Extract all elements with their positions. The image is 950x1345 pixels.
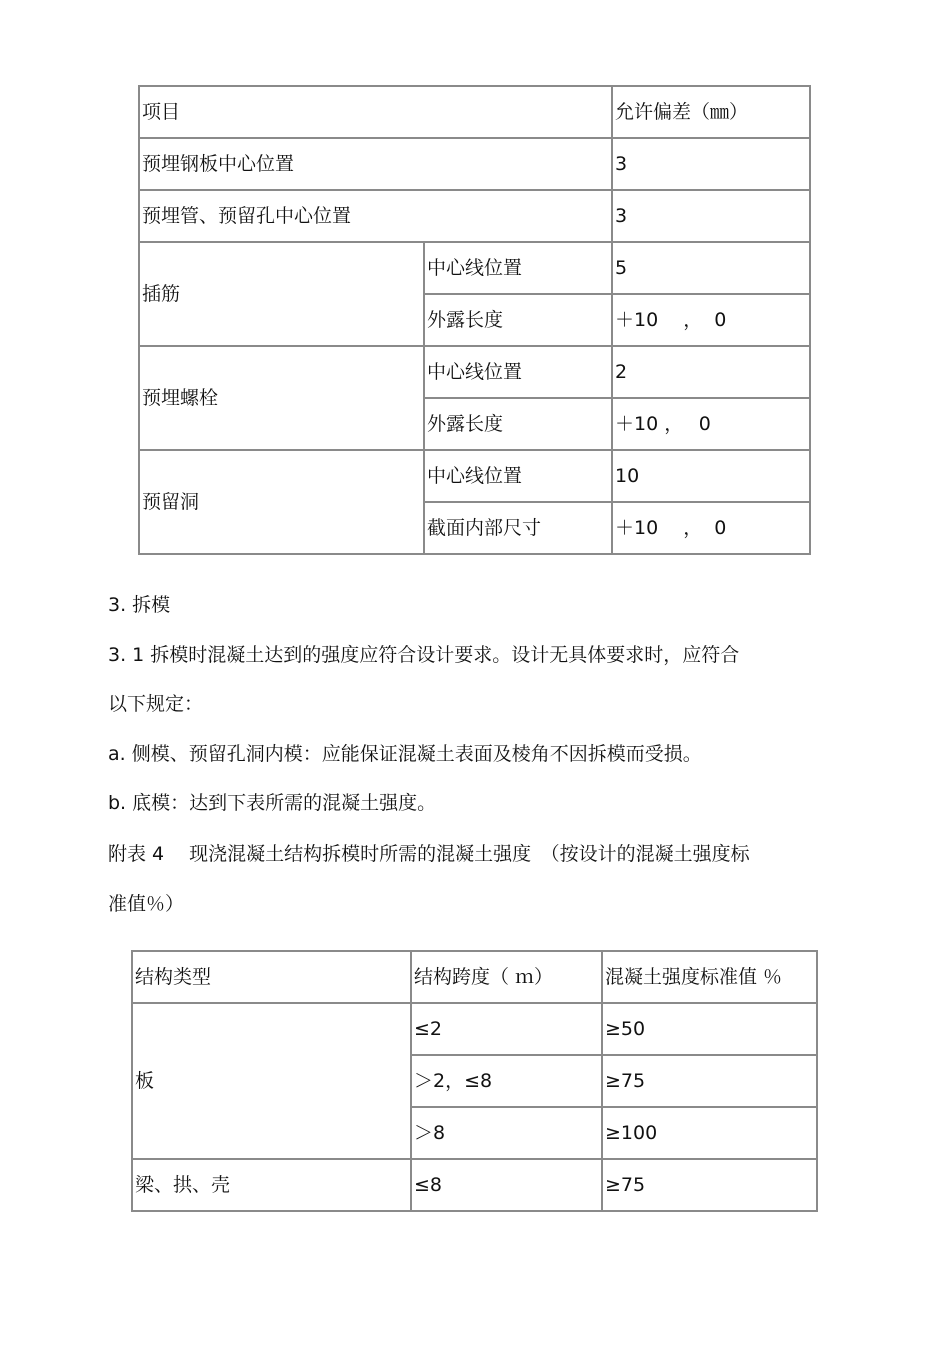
table-row: [132, 1159, 817, 1211]
header-strength: 混凝土强度标准值 ％: [602, 951, 817, 1003]
table-caption: 准值％）: [108, 893, 185, 915]
table-row: [132, 1003, 817, 1055]
table-row: [132, 951, 817, 1003]
allowable-deviation-table: [138, 85, 811, 555]
cell-span: ≤2: [411, 1003, 602, 1055]
cell-value: ＋10 ， 0: [612, 398, 810, 450]
header-span: 结构跨度（ ｍ）: [411, 951, 602, 1003]
header-deviation: 允许偏差（㎜）: [612, 86, 810, 138]
cell-span: ＞8: [411, 1107, 602, 1159]
cell-value: 2: [612, 346, 810, 398]
cell-item: 预埋螺栓: [139, 346, 424, 450]
cell-value: 5: [612, 242, 810, 294]
cell-subitem: 外露长度: [424, 294, 612, 346]
table-caption: 附表 4 现浇混凝土结构拆模时所需的混凝土强度 （按设计的混凝土强度标: [108, 843, 750, 865]
cell-item: 预埋管、预留孔中心位置: [139, 190, 612, 242]
cell-strength: ≥75: [602, 1055, 817, 1107]
cell-value: ＋10 ， 0: [612, 294, 810, 346]
paragraph: b. 底模：达到下表所需的混凝土强度。: [108, 792, 437, 814]
cell-value: 3: [612, 138, 810, 190]
cell-subitem: 截面内部尺寸: [424, 502, 612, 554]
cell-value: ＋10 ， 0: [612, 502, 810, 554]
paragraph: 3. 1 拆模时混凝土达到的强度应符合设计要求。设计无具体要求时，应符合: [108, 644, 740, 666]
table-row: [139, 242, 810, 294]
cell-subitem: 外露长度: [424, 398, 612, 450]
cell-subitem: 中心线位置: [424, 346, 612, 398]
paragraph: a. 侧模、预留孔洞内模：应能保证混凝土表面及棱角不因拆模而受损。: [108, 743, 702, 765]
cell-span: ≤8: [411, 1159, 602, 1211]
table-row: [139, 450, 810, 502]
table-row: [139, 138, 810, 190]
header-type: 结构类型: [132, 951, 411, 1003]
cell-subitem: 中心线位置: [424, 242, 612, 294]
table-row: [139, 346, 810, 398]
cell-value: 3: [612, 190, 810, 242]
header-item: 项目: [139, 86, 612, 138]
cell-item: 插筋: [139, 242, 424, 346]
table-row: [139, 190, 810, 242]
formwork-strength-table: [131, 950, 818, 1212]
cell-type: 梁、拱、壳: [132, 1159, 411, 1211]
cell-value: 10: [612, 450, 810, 502]
cell-strength: ≥50: [602, 1003, 817, 1055]
cell-item: 预埋钢板中心位置: [139, 138, 612, 190]
cell-type: 板: [132, 1003, 411, 1159]
section-heading: 3. 拆模: [108, 594, 171, 616]
cell-item: 预留洞: [139, 450, 424, 554]
table-row: [139, 86, 810, 138]
cell-span: ＞2，≤8: [411, 1055, 602, 1107]
paragraph: 以下规定：: [108, 693, 204, 715]
cell-strength: ≥75: [602, 1159, 817, 1211]
cell-strength: ≥100: [602, 1107, 817, 1159]
cell-subitem: 中心线位置: [424, 450, 612, 502]
